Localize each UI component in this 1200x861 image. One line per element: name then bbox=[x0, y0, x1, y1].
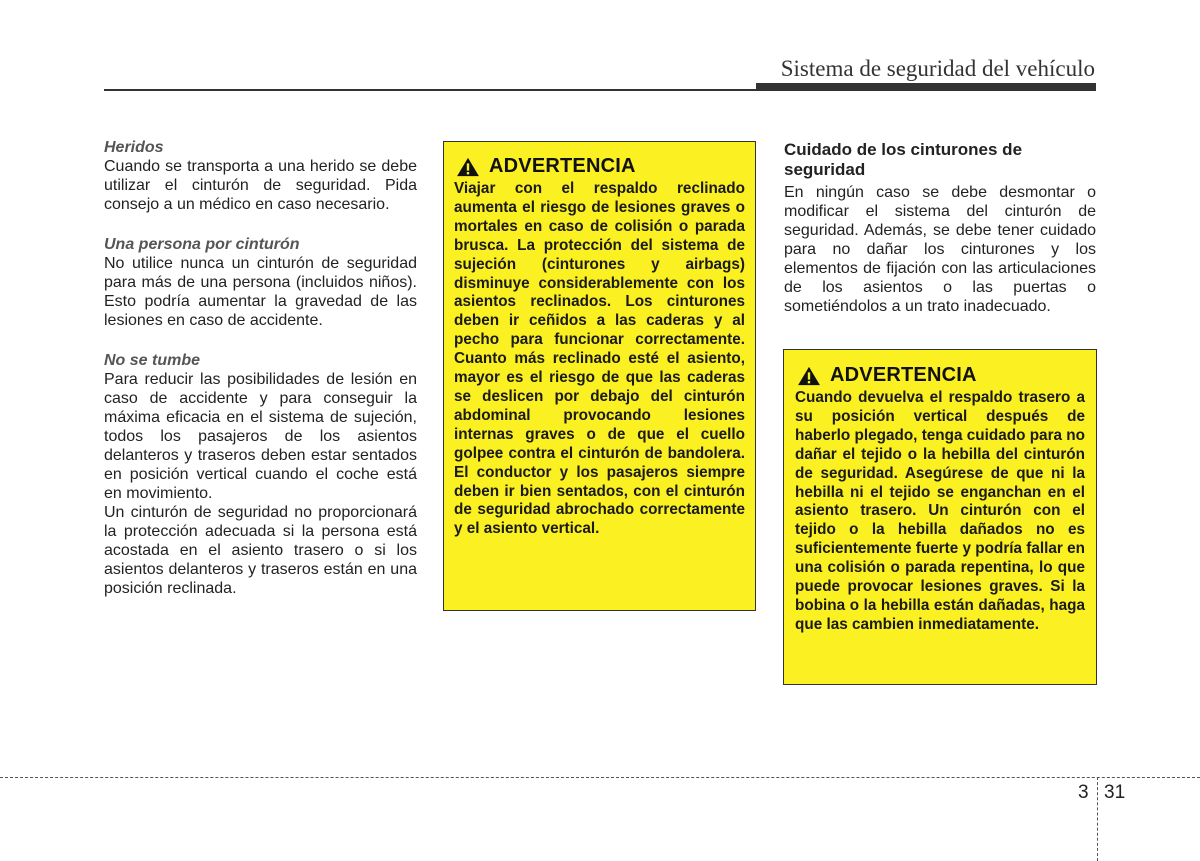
warning-triangle-icon bbox=[796, 366, 822, 386]
section-heading-cuidado: Cuidado de los cinturones de seguridad bbox=[784, 140, 1023, 179]
section-text-no-se-tumbe: Para reducir las posibilidades de lesión en caso de accidente y para conseguir la máxima eficacia en el sistema de sujeción, todos los pasajeros de los asientos delanteros y traseros deben estar sentados en posición vertical cuando el coche está en movimiento. bbox=[104, 371, 417, 502]
section-title-no-se-tumbe: No se tumbe bbox=[104, 352, 201, 369]
section-title-una-persona: Una persona por cinturón bbox=[104, 236, 300, 253]
warning-title: ADVERTENCIA bbox=[489, 155, 636, 177]
footer-dashed-rule bbox=[0, 777, 1200, 778]
header-title: Sistema de seguridad del vehículo bbox=[780, 56, 1095, 81]
warning-header bbox=[454, 155, 745, 178]
section-title-heridos: Heridos bbox=[104, 139, 164, 156]
warning-text: Viajar con el respaldo reclinado aumenta el riesgo de lesiones graves o mortales en caso de colisión o parada brusca. La protección del sistema de sujeción (cinturones y airbags) disminuye considerablemente con los asientos reclinados. Los cinturones deben ir ceñidos a las caderas y al pecho para funcionar correctamente. Cuanto más reclinado esté el asiento, mayor es el riesgo de que las caderas se deslicen por debajo del cinturón abdominal provocando lesiones internas graves o de que el cuello golpee contra el cinturón de bandolera. El conductor y los pasajeros siempre deben ir bien sentados, con el cinturón de seguridad abrochado correctamente y el asiento vertical. bbox=[454, 180, 745, 538]
warning-triangle-icon bbox=[455, 157, 481, 177]
warning-title: ADVERTENCIA bbox=[830, 364, 977, 386]
warning-box-rear-seatback bbox=[783, 349, 1097, 685]
chapter-number: 3 bbox=[1078, 782, 1089, 803]
section-text-cuidado: En ningún caso se debe desmontar o modificar el sistema del cinturón de seguridad. Además, se debe tener cuidado para no dañar los cinturones y los elementos de fijación con las articulaciones de los asientos o las puertas o sometiéndolos a un trato inadecuado. bbox=[784, 184, 1096, 315]
section-text-una-persona: No utilice nunca un cinturón de seguridad para más de una persona (incluidos niños). Esto podría aumentar la gravedad de las lesiones en caso de accidente. bbox=[104, 255, 417, 329]
left-column bbox=[104, 138, 417, 598]
warning-text: Cuando devuelva el respaldo trasero a su posición vertical después de haberlo plegado, tenga cuidado para no dañar el tejido o la hebilla del cinturón de seguridad. Asegúrese de que ni la hebilla ni el tejido se enganchan en el asiento trasero. Un cinturón con el tejido o la hebilla dañados no es suficientemente fuerte y podría fallar en una colisión o parada repentina, lo que puede provocar lesiones graves. Si la bobina o la hebilla están dañadas, haga que las cambien inmediatamente. bbox=[795, 389, 1085, 633]
header-rule-thin bbox=[104, 89, 756, 91]
page-number: 31 bbox=[1104, 782, 1126, 803]
footer-dashed-divider bbox=[1097, 777, 1098, 861]
section-text-no-se-tumbe-2: Un cinturón de seguridad no proporcionará la protección adecuada si la persona está acostada en el asiento trasero o si los asientos delanteros y traseros están en una posición reclinada. bbox=[104, 504, 417, 597]
right-column bbox=[784, 140, 1096, 316]
warning-header bbox=[795, 364, 1085, 387]
header-rule-thick bbox=[756, 83, 1096, 91]
warning-box-reclined-seat bbox=[443, 141, 756, 611]
section-text-heridos: Cuando se transporta a una herido se debe utilizar el cinturón de seguridad. Pida consejo a un médico en caso necesario. bbox=[104, 158, 417, 213]
